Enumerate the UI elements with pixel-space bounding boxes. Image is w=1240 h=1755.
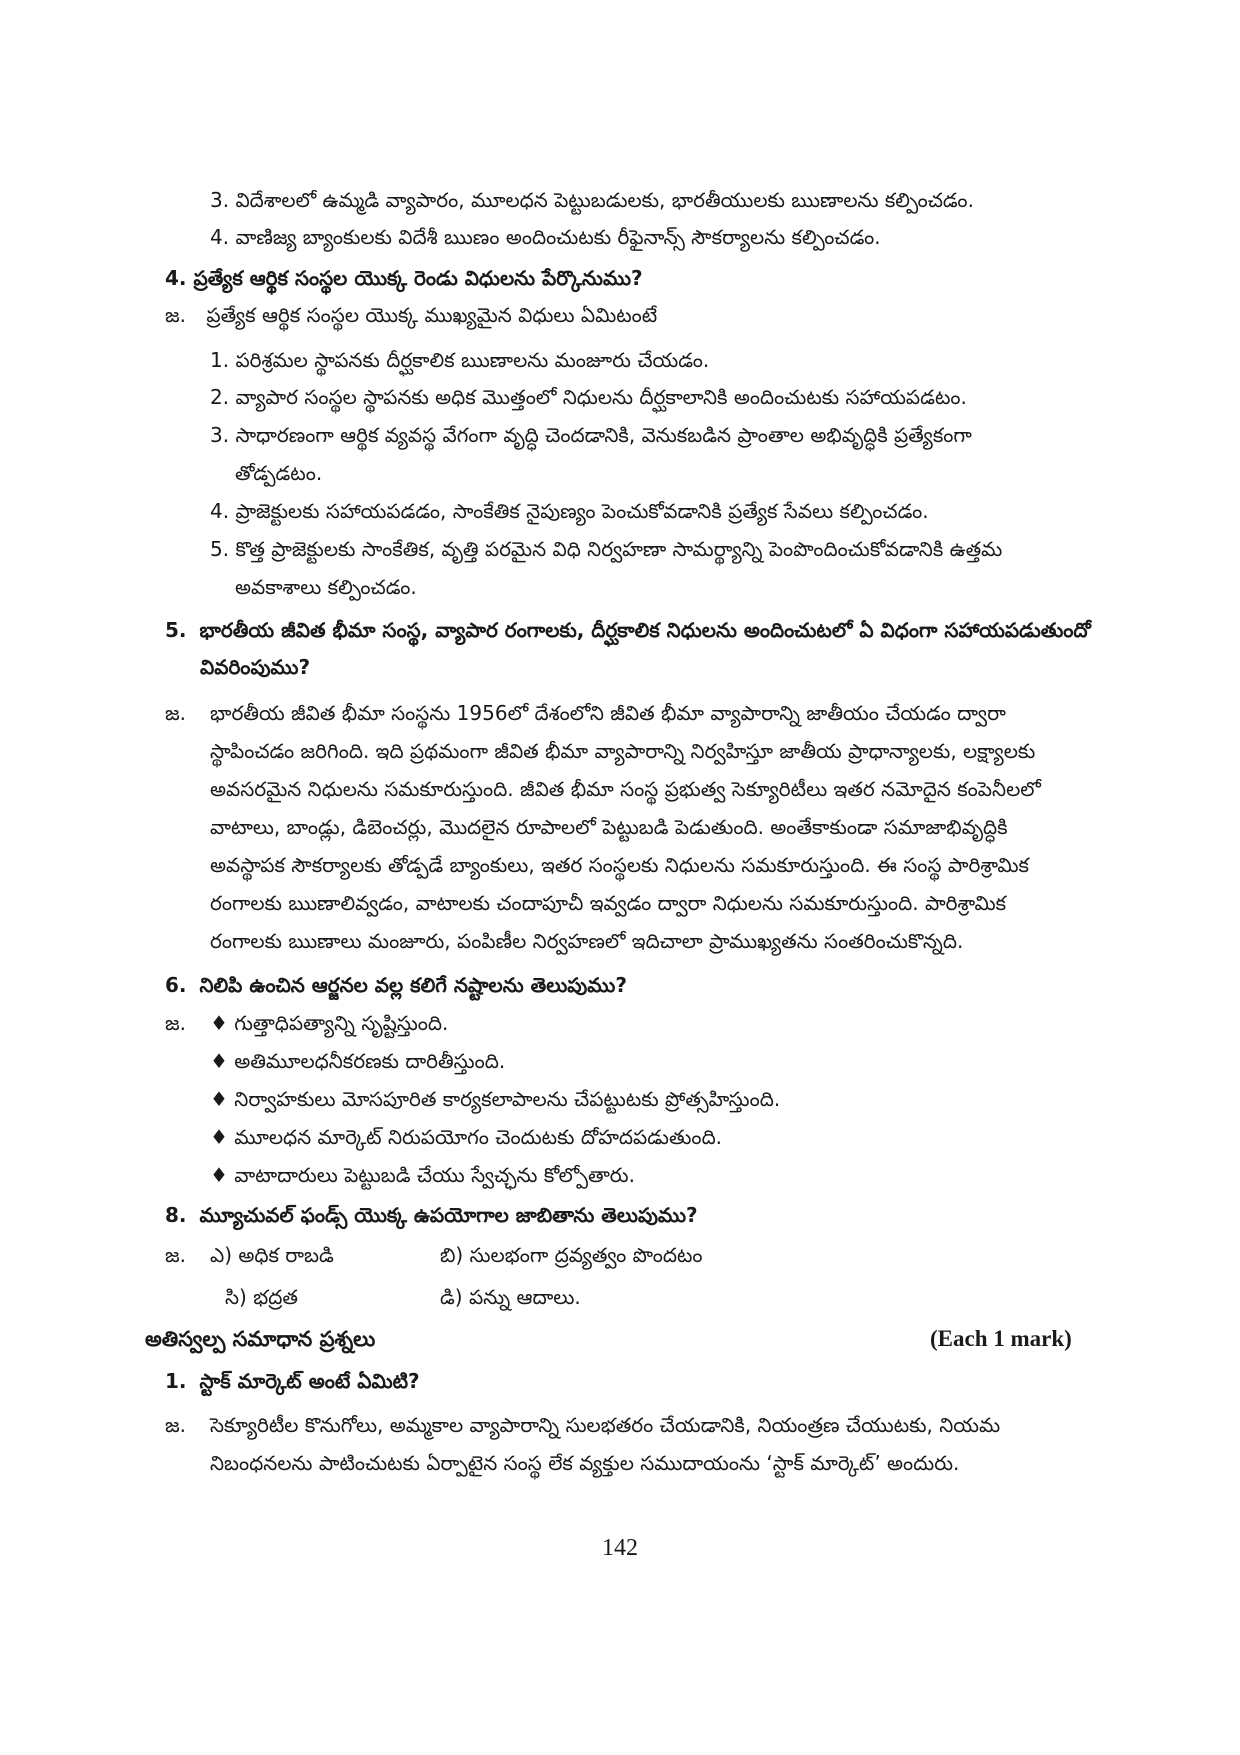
option-item: సి) భద్రత xyxy=(225,1285,298,1309)
answer-line: సెక్యూరిటీల కొనుగోలు, అమ్మకాల వ్యాపారాన్ని సులభతరం చేయడానికి, నియంత్రణ చేయుటకు, నియమ xyxy=(210,1413,1001,1437)
bullet-text: వాటాదారులు పెట్టుబడి చేయు స్వేచ్ఛను కోల్పోతారు. xyxy=(234,1163,635,1187)
question-number: 1. xyxy=(165,1369,187,1393)
list-item-continuation: అవకాశాలు కల్పించడం. xyxy=(235,575,417,599)
answer-line: వాటాలు, బాండ్లు, డిబెంచర్లు, మొదలైన రూపాలలో పెట్టుబడి పెడుతుంది. అంతేకాకుండా సమాజాభివృద్ధికి xyxy=(210,815,1008,839)
bullet-item xyxy=(210,1084,780,1114)
bullet-icon: ♦ xyxy=(210,1087,228,1111)
question-text: స్టాక్ మార్కెట్ అంటే ఏమిటి? xyxy=(199,1369,420,1393)
question-8 xyxy=(165,1200,698,1230)
question-number: 5. xyxy=(165,618,187,642)
bullet-icon: ♦ xyxy=(210,1011,228,1035)
option-item: బి) సులభంగా ద్రవ్యత్వం పొందటం xyxy=(440,1243,703,1267)
answer-line: అవసరమైన నిధులను సమకూరుస్తుంది. జీవిత భీమా సంస్థ ప్రభుత్వ సెక్యూరిటీలు ఇతర నమోదైన కంపెనీలలో xyxy=(210,777,1041,801)
answer-intro xyxy=(165,300,657,330)
question-number: 4. xyxy=(165,266,187,290)
question-number: 8. xyxy=(165,1203,187,1227)
section-marks: (Each 1 mark) xyxy=(930,1326,1072,1351)
answer-line: స్థాపించడం జరిగింది. ఇది ప్రథమంగా జీవిత భీమా వ్యాపారాన్ని నిర్వహిస్తూ జాతీయ ప్రాధాన్యాలకు, లక్ష్యాలకు xyxy=(210,739,1036,763)
list-item: 1. పరిశ్రమల స్థాపనకు దీర్ఘకాలిక ఋణాలను మంజూరు చేయడం. xyxy=(210,348,710,372)
answer-line: రంగాలకు ఋణాలు మంజూరు, పంపిణీల నిర్వహణలో ఇదిచాలా ప్రాముఖ్యతను సంతరించుకొన్నది. xyxy=(210,929,964,953)
question-text: ప్రత్యేక ఆర్థిక సంస్థల యొక్క రెండు విధులను పేర్కొనుము? xyxy=(193,266,643,290)
answer-label: జ. xyxy=(165,701,186,725)
list-item: 5. కొత్త ప్రాజెక్టులకు సాంకేతిక, వృత్తి పరమైన విధి నిర్వహణా సామర్థ్యాన్ని పెంపొందించుకోవడానికి ఉత్తమ xyxy=(210,537,1003,561)
bullet-item xyxy=(210,1160,635,1190)
list-item: 4. వాణిజ్య బ్యాంకులకు విదేశీ ఋణం అందించుటకు రీఫైనాన్స్ సౌకర్యాలను కల్పించడం. xyxy=(210,225,881,249)
answer-line: భారతీయ జీవిత భీమా సంస్థను 1956లో దేశంలోని జీవిత భీమా వ్యాపారాన్ని జాతీయం చేయడం ద్వారా xyxy=(210,701,1006,725)
bullet-text: అతిమూలధనీకరణకు దారితీస్తుంది. xyxy=(234,1049,506,1073)
bullet-text: మూలధన మార్కెట్ నిరుపయోగం చెందుటకు దోహదపడుతుంది. xyxy=(234,1125,723,1149)
question-1 xyxy=(165,1366,420,1396)
list-item: 3. సాధారణంగా ఆర్థిక వ్యవస్థ వేగంగా వృద్ధి చెందడానికి, వెనుకబడిన ప్రాంతాల అభివృద్ధికి ప్రత్యేకంగా xyxy=(210,423,972,447)
list-item: 4. ప్రాజెక్టులకు సహాయపడడం, సాంకేతిక నైపుణ్యం పెంచుకోవడానికి ప్రత్యేక సేవలు కల్పించడం. xyxy=(210,499,929,523)
bullet-item xyxy=(210,1122,722,1152)
bullet-icon: ♦ xyxy=(210,1163,228,1187)
question-6 xyxy=(165,970,627,1000)
answer-label: జ. xyxy=(165,1413,186,1437)
bullet-item xyxy=(210,1046,505,1076)
answer-text: ప్రత్యేక ఆర్థిక సంస్థల యొక్క ముఖ్యమైన విధులు ఏమిటంటే xyxy=(206,303,658,327)
question-5 xyxy=(165,615,1091,645)
question-text: నిలిపి ఉంచిన ఆర్జనల వల్ల కలిగే నష్టాలను తెలుపుము? xyxy=(199,973,627,997)
question-4 xyxy=(165,263,643,293)
question-text: మ్యూచువల్ ఫండ్స్ యొక్క ఉపయోగాల జాబితాను తెలుపుము? xyxy=(199,1203,698,1227)
option-item: ఎ) అధిక రాబడి xyxy=(210,1243,334,1267)
question-text: భారతీయ జీవిత భీమా సంస్థ, వ్యాపార రంగాలకు, దీర్ఘకాలిక నిధులను అందించుటలో ఏ విధంగా సహాయపడుతుందో xyxy=(199,618,1091,642)
list-item: 2. వ్యాపార సంస్థల స్థాపనకు అధిక మొత్తంలో నిధులను దీర్ఘకాలానికి అందించుటకు సహాయపడటం. xyxy=(210,385,967,409)
bullet-icon: ♦ xyxy=(210,1049,228,1073)
question-text-continuation: వివరింపుము? xyxy=(200,655,311,679)
answer-label: జ. xyxy=(165,1011,186,1035)
answer-line: నిబంధనలను పాటించుటకు ఏర్పాటైన సంస్థ లేక వ్యక్తుల సముదాయంను ‘స్టాక్ మార్కెట్’ అందురు. xyxy=(210,1451,960,1475)
bullet-item xyxy=(210,1008,448,1038)
answer-label: జ. xyxy=(165,1243,186,1267)
question-number: 6. xyxy=(165,973,187,997)
answer-label: జ. xyxy=(165,303,186,327)
bullet-text: నిర్వాహకులు మోసపూరిత కార్యకలాపాలను చేపట్టుటకు ప్రోత్సహిస్తుంది. xyxy=(234,1087,781,1111)
bullet-text: గుత్తాధిపత్యాన్ని సృష్టిస్తుంది. xyxy=(234,1011,449,1035)
list-item: 3. విదేశాలలో ఉమ్మడి వ్యాపారం, మూలధన పెట్టుబడులకు, భారతీయులకు ఋణాలను కల్పించడం. xyxy=(210,188,974,212)
option-item: డి) పన్ను ఆదాలు. xyxy=(440,1285,581,1309)
list-item-continuation: తోడ్పడటం. xyxy=(235,461,323,485)
page-number: 142 xyxy=(602,1535,638,1561)
section-title: అతిస్వల్ప సమాధాన ప్రశ్నలు xyxy=(145,1327,376,1351)
answer-line: రంగాలకు ఋణాలివ్వడం, వాటాలకు చందాపూచీ ఇవ్వడం ద్వారా నిధులను సమకూరుస్తుంది. పారిశ్రామిక xyxy=(210,891,1007,915)
bullet-icon: ♦ xyxy=(210,1125,228,1149)
answer-line: అవస్థాపక సౌకర్యాలకు తోడ్పడే బ్యాంకులు, ఇతర సంస్థలకు నిధులను సమకూరుస్తుంది. ఈ సంస్థ పారిశ్రామిక xyxy=(210,853,1029,877)
